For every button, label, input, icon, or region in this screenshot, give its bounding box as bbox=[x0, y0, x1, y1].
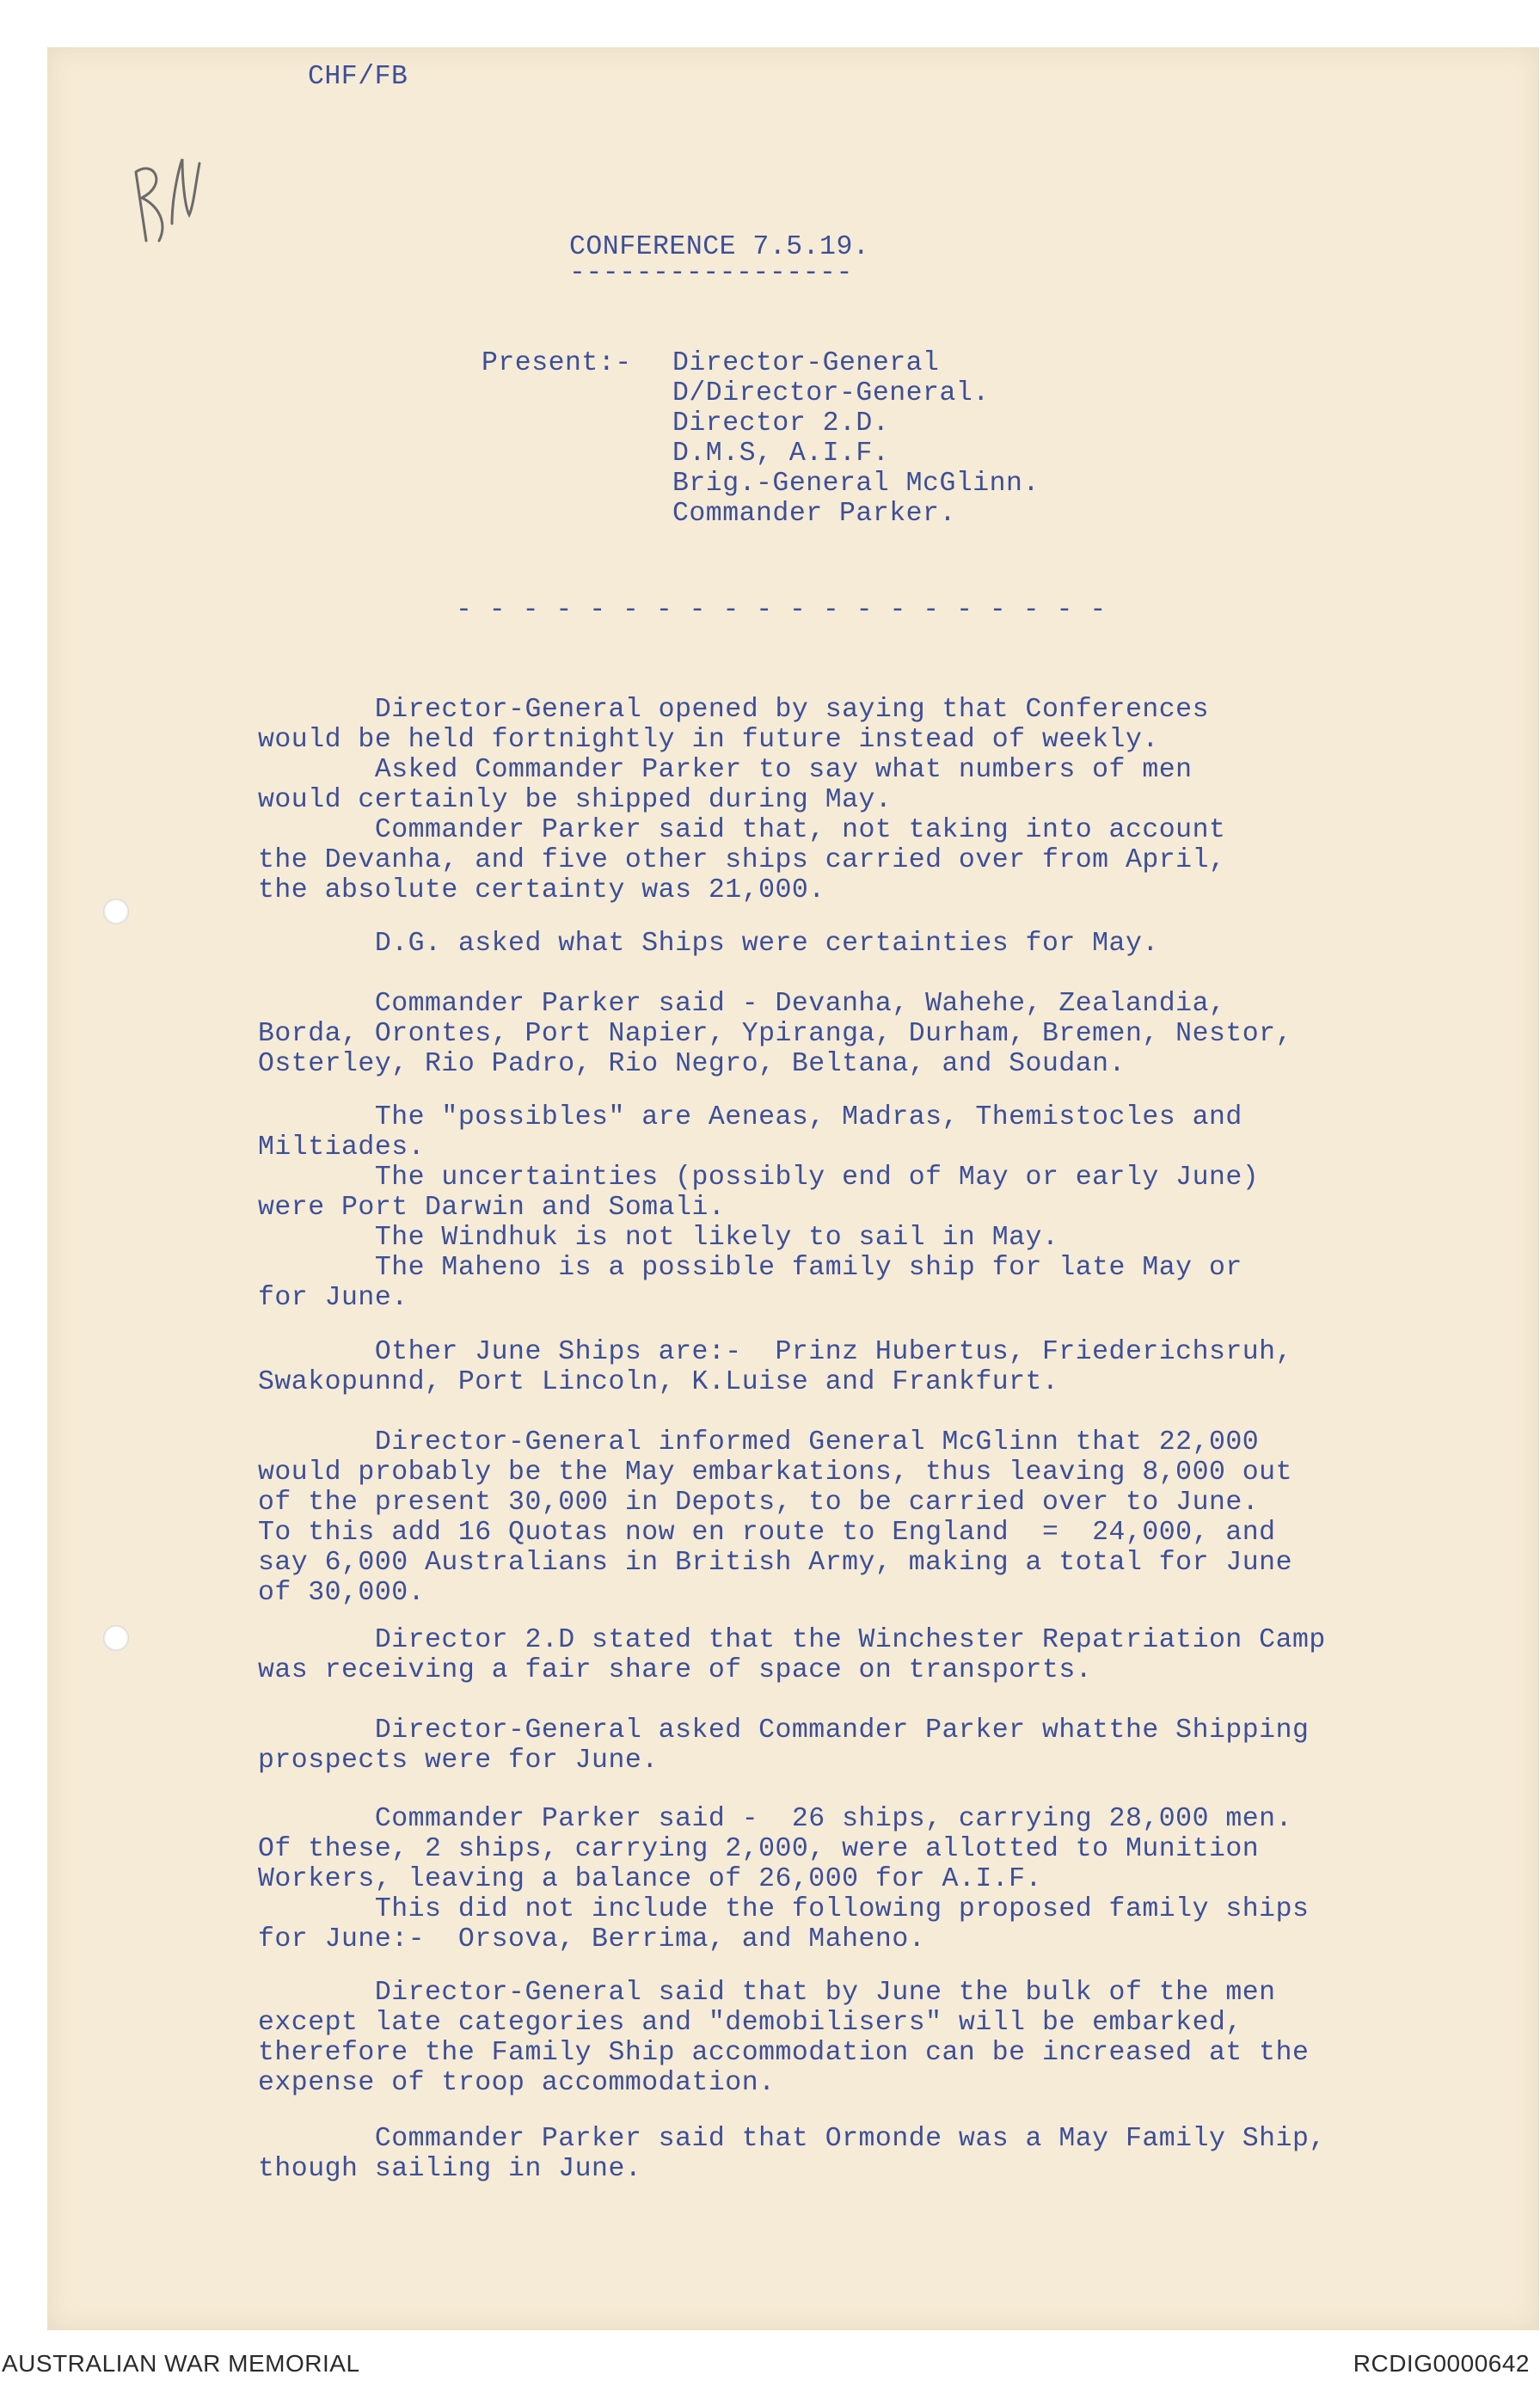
attendee-item: Brig.-General McGlinn. bbox=[672, 469, 1040, 499]
section-separator: - - - - - - - - - - - - - - - - - - - - bbox=[456, 595, 1107, 625]
attendee-item: D.M.S, A.I.F. bbox=[672, 439, 890, 469]
attendee-item: Commander Parker. bbox=[672, 499, 956, 529]
paragraph-certainties-question: D.G. asked what Ships were certainties for May. bbox=[258, 929, 1159, 959]
attendee-list bbox=[672, 348, 1040, 529]
present-label: Present:- bbox=[482, 348, 632, 378]
attendee-item: D/Director-General. bbox=[672, 378, 990, 408]
paragraph-family-accommodation: Director-General said that by June the bulk of the men except late categories and "demobilisers" will be embarked, therefore the Family Ship accommodation can be increased at the expense of troop accommodation. bbox=[258, 1978, 1310, 2098]
paragraph-ormonde: Commander Parker said that Ormonde was a May Family Ship, though sailing in June. bbox=[258, 2124, 1326, 2184]
paragraph-possibles: The "possibles" are Aeneas, Madras, Themistocles and Miltiades. The uncertainties (possibly end of May or early June) were Port Darwin and Somali. The Windhuk is not likely to sail in May. The Maheno is a possible family ship for late May or for June. bbox=[258, 1102, 1260, 1313]
attendee-item: Director-General bbox=[672, 348, 940, 378]
paragraph-june-ship-count: Commander Parker said - 26 ships, carrying 28,000 men. Of these, 2 ships, carrying 2,000, were allotted to Munition Workers, leaving a balance of 26,000 for A.I.F. This did not include the following proposed family ships for June:- Orsova, Berrima, and Maheno. bbox=[258, 1804, 1310, 1954]
paragraph-opening: Director-General opened by saying that Conferences would be held fortnightly in future instead of weekly. Asked Commander Parker to say what numbers of men would certainly be shipped during May. Commander Parker said that, not taking into account the Devanha, and five other ships carried over from April, the absolute certainty was 21,000. bbox=[258, 695, 1226, 905]
attendee-item: Director 2.D. bbox=[672, 408, 890, 439]
paragraph-may-ships: Commander Parker said - Devanha, Wahehe, Zealandia, Borda, Orontes, Port Napier, Ypiranga, Durham, Bremen, Nestor, Osterley, Rio Padro, Rio Negro, Beltana, and Soudan. bbox=[258, 989, 1292, 1079]
paragraph-embarkations: Director-General informed General McGlinn that 22,000 would probably be the May embarkations, thus leaving 8,000 out of the present 30,000 in Depots, to be carried over to June. To this add 16 Quotas now en route to England = 24,000, and say 6,000 Australians in British Army, making a total for June of 30,000. bbox=[258, 1427, 1292, 1608]
page-title: CONFERENCE 7.5.19. bbox=[569, 232, 870, 262]
handwritten-initials bbox=[120, 112, 215, 258]
paragraph-june-prospects: Director-General asked Commander Parker whatthe Shipping prospects were for June. bbox=[258, 1715, 1310, 1776]
title-underline: ----------------- bbox=[569, 258, 853, 288]
footer-institution: AUSTRALIAN WAR MEMORIAL bbox=[2, 2350, 360, 2377]
paragraph-june-ships: Other June Ships are:- Prinz Hubertus, Friederichsruh, Swakopunnd, Port Lincoln, K.Luise and Frankfurt. bbox=[258, 1337, 1292, 1397]
paragraph-winchester: Director 2.D stated that the Winchester Repatriation Camp was receiving a fair share of space on transports. bbox=[258, 1625, 1326, 1685]
punch-hole-lower bbox=[103, 1625, 129, 1651]
punch-hole-upper bbox=[103, 899, 129, 924]
reference-code: CHF/FB bbox=[308, 62, 408, 92]
footer-record-id: RCDIG0000642 bbox=[1353, 2350, 1530, 2377]
